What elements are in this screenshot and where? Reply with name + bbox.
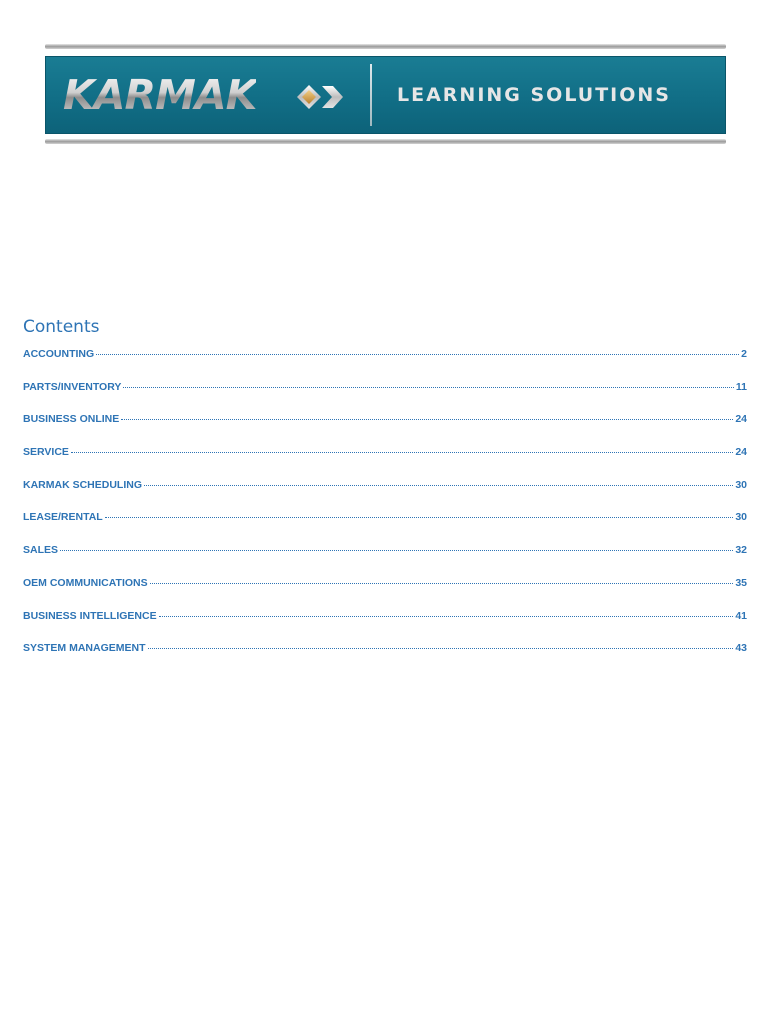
toc-entry-label: SYSTEM MANAGEMENT — [23, 642, 146, 655]
toc-dot-leader — [150, 583, 734, 584]
banner-divider — [370, 64, 372, 126]
toc-entry-page: 43 — [735, 642, 747, 655]
toc-entry-page: 24 — [735, 413, 747, 426]
toc-entry-label: LEASE/RENTAL — [23, 511, 103, 524]
toc-entry-label: PARTS/INVENTORY — [23, 380, 122, 393]
header-banner — [45, 44, 726, 147]
toc-entry-label: SALES — [23, 544, 59, 557]
toc-entry-page: 35 — [735, 576, 747, 589]
toc-entry-page: 2 — [741, 348, 747, 360]
toc-entry-accounting[interactable] — [23, 348, 747, 381]
toc-dot-leader — [96, 354, 739, 355]
toc-dot-leader — [159, 616, 734, 617]
toc-entry-page: 11 — [735, 380, 747, 393]
toc-entry-label: ACCOUNTING — [23, 348, 95, 360]
banner-bottom-rail — [45, 139, 726, 144]
toc-entry-page: 41 — [735, 609, 747, 622]
toc-entry-parts-inventory[interactable] — [23, 381, 747, 414]
toc-entry-business-intelligence[interactable] — [23, 610, 747, 643]
toc-entry-label: BUSINESS INTELLIGENCE — [23, 609, 157, 622]
toc-entry-sales[interactable] — [23, 544, 747, 577]
karmak-logo-wordmark: KARMAK — [63, 71, 257, 119]
contents-heading: Contents — [23, 317, 100, 337]
toc-dot-leader — [148, 648, 734, 649]
banner-top-rail — [45, 44, 726, 49]
banner-panel — [45, 56, 726, 134]
toc-entry-page: 30 — [735, 478, 747, 491]
toc-dot-leader — [71, 452, 733, 453]
toc-dot-leader — [121, 419, 733, 420]
toc-entry-label: OEM COMMUNICATIONS — [23, 576, 148, 589]
toc-entry-page: 32 — [735, 544, 747, 557]
banner-tagline: LEARNING SOLUTIONS — [397, 84, 671, 106]
toc-entry-label: BUSINESS ONLINE — [23, 413, 120, 426]
toc-dot-leader — [144, 485, 733, 486]
toc-entry-oem-communications[interactable] — [23, 577, 747, 610]
toc-entry-service[interactable] — [23, 446, 747, 479]
toc-entry-page: 30 — [735, 511, 747, 524]
toc-dot-leader — [123, 387, 733, 388]
toc-dot-leader — [60, 550, 733, 551]
karmak-diamond-arrow-icon — [295, 83, 345, 111]
toc-entry-system-management[interactable] — [23, 642, 747, 675]
toc-entry-business-online[interactable] — [23, 413, 747, 446]
toc-entry-page: 24 — [735, 446, 747, 459]
table-of-contents — [23, 348, 747, 675]
toc-entry-lease-rental[interactable] — [23, 511, 747, 544]
toc-entry-label: KARMAK SCHEDULING — [23, 478, 142, 491]
toc-dot-leader — [105, 517, 734, 518]
toc-entry-karmak-scheduling[interactable] — [23, 479, 747, 512]
toc-entry-label: SERVICE — [23, 446, 69, 459]
